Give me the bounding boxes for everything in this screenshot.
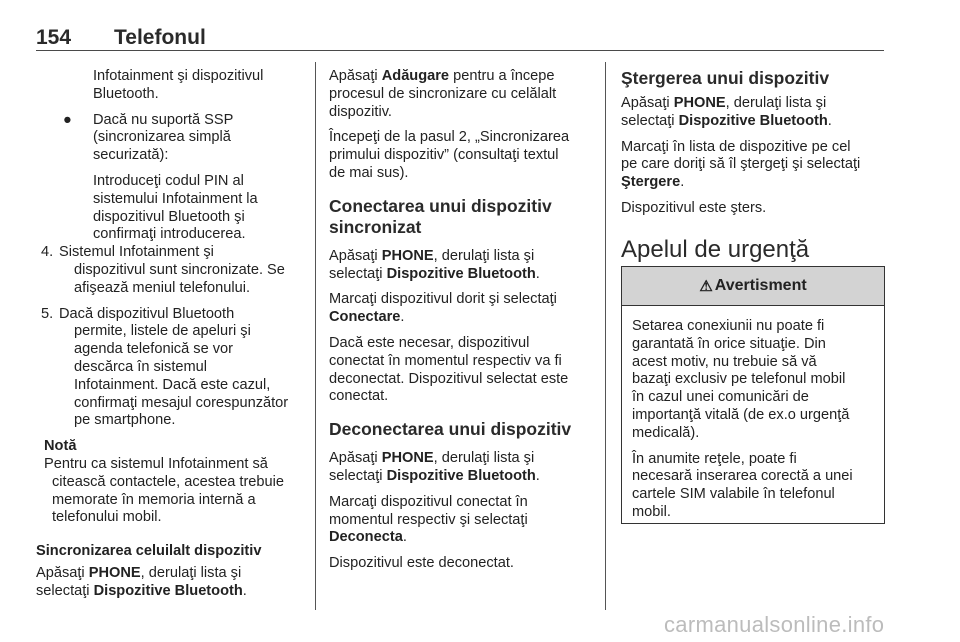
text-line: Începeţi de la pasul 2, „Sincronizarea xyxy=(329,129,570,146)
text-line: primului dispozitiv” (consultaţi textul xyxy=(329,147,559,164)
text-line xyxy=(329,68,599,86)
add-keyword: Adăugare xyxy=(381,68,450,84)
text-line: în cazul unei comunicări de xyxy=(632,389,809,406)
text-line: conectat. xyxy=(329,388,389,405)
text-line: Dispozitivul este şters. xyxy=(621,199,767,216)
text-line: necesară inserarea corectă a unei xyxy=(632,468,853,485)
text-line: Dacă este necesar, dispozitivul xyxy=(329,334,530,351)
text-line xyxy=(329,266,599,284)
text-span: , derulaţi lista şi xyxy=(140,564,242,581)
header-rule xyxy=(36,50,884,51)
step-5 xyxy=(36,306,306,431)
column-3 xyxy=(621,68,889,264)
text-line: dispozitiv. xyxy=(329,103,392,120)
warning-body xyxy=(622,306,884,522)
text-span: , derulaţi lista şi xyxy=(433,247,535,264)
text-span: , derulaţi lista şi xyxy=(725,95,827,111)
text-line: Infotainment şi dispozitivul xyxy=(93,68,264,84)
text-line: Pentru ca sistemul Infotainment să xyxy=(44,455,268,472)
delete-keyword: Ştergere xyxy=(621,174,681,191)
text-line: dispozitivul Bluetooth şi xyxy=(93,208,245,225)
text-line: momentul respectiv şi selectaţi xyxy=(329,511,528,528)
phone-keyword: PHONE xyxy=(381,247,434,264)
page-title: Telefonul xyxy=(114,26,206,49)
column-divider-2 xyxy=(605,62,606,610)
text-line: sistemului Infotainment la xyxy=(93,190,258,207)
text-line: confirmaţi mesajul corespunzător xyxy=(74,394,289,411)
text-line: acest motiv, nu trebuie să vă xyxy=(632,353,817,370)
text-line xyxy=(329,309,599,327)
text-line: procesul de sincronizare cu celălalt xyxy=(329,85,557,102)
text-span: Apăsaţi xyxy=(329,450,382,467)
text-line xyxy=(621,95,889,113)
text-line: bazaţi exclusiv pe telefonul mobil xyxy=(632,371,846,388)
text-span: . xyxy=(400,309,405,326)
text-line: securizată): xyxy=(93,147,169,164)
text-line: deconectat. Dispozitivul selectat este xyxy=(329,370,569,387)
step-3-continuation xyxy=(36,68,306,104)
text-line: descărca în sistemul xyxy=(74,358,208,375)
text-span: selectaţi xyxy=(329,265,387,282)
text-line: dispozitivul sunt sincronizate. Se xyxy=(74,261,285,278)
text-line xyxy=(329,529,599,547)
subheading-sync-other: Sincronizarea celuilalt dispozitiv xyxy=(36,543,262,560)
text-line: pe smartphone. xyxy=(74,412,176,429)
text-line: Dispozitivul este deconectat. xyxy=(329,555,514,572)
watermark: carmanualsonline.info xyxy=(664,612,885,637)
step-number: 5. xyxy=(41,305,54,322)
warning-box xyxy=(621,266,885,524)
bluetooth-devices-keyword: Dispozitive Bluetooth xyxy=(678,112,828,129)
text-span: . xyxy=(535,265,540,282)
phone-keyword: PHONE xyxy=(381,450,434,467)
page-header xyxy=(36,26,206,50)
column-divider-1 xyxy=(315,62,316,610)
text-line: medicală). xyxy=(632,424,700,441)
text-line: Marcaţi dispozitivul dorit şi selectaţi xyxy=(329,291,557,308)
page-number: 154 xyxy=(36,26,72,49)
bluetooth-devices-keyword: Dispozitive Bluetooth xyxy=(93,582,243,599)
step-number: 4. xyxy=(41,244,54,261)
text-line: mobil. xyxy=(632,503,671,520)
text-line xyxy=(621,113,889,131)
text-line: importanţă vitală (de ex.o urgenţă xyxy=(632,406,850,423)
warning-header xyxy=(622,267,884,306)
text-line: memorate în memoria internă a xyxy=(52,491,256,508)
warning-triangle-icon: ⚠ xyxy=(699,278,713,295)
text-span: selectaţi xyxy=(36,582,94,599)
text-line: Sistemul Infotainment şi xyxy=(59,244,214,261)
text-line xyxy=(329,450,599,468)
text-span: , derulaţi lista şi xyxy=(433,450,535,467)
text-span: . xyxy=(827,112,832,129)
heading-connect: Conectarea unui dispozitiv xyxy=(329,195,552,216)
bluetooth-devices-keyword: Dispozitive Bluetooth xyxy=(386,467,536,484)
text-line: (sincronizarea simplă xyxy=(93,129,231,146)
text-span: Apăsaţi xyxy=(621,95,674,111)
text-span: Apăsaţi xyxy=(329,68,382,84)
bullet-icon: ● xyxy=(63,111,72,128)
text-line: Infotainment. Dacă este cazul, xyxy=(74,376,271,393)
heading-delete: Ştergerea unui dispozitiv xyxy=(621,68,830,88)
text-span: . xyxy=(535,467,540,484)
phone-keyword: PHONE xyxy=(673,95,726,111)
text-line: Bluetooth. xyxy=(93,85,159,102)
text-line: afişează meniul telefonului. xyxy=(74,279,251,296)
text-span: Apăsaţi xyxy=(329,247,382,264)
text-span: . xyxy=(680,174,685,191)
text-line: Setarea conexiunii nu poate fi xyxy=(632,318,825,334)
column-2 xyxy=(329,68,599,573)
text-line: Dacă dispozitivul Bluetooth xyxy=(59,305,235,322)
text-span: Apăsaţi xyxy=(36,564,89,581)
warning-title: Avertisment xyxy=(714,277,807,294)
text-line: conectat în momentul respectiv va fi xyxy=(329,352,562,369)
text-line: Marcaţi dispozitivul conectat în xyxy=(329,493,528,510)
text-line xyxy=(329,468,599,486)
text-span: selectaţi xyxy=(329,467,387,484)
text-line: telefonului mobil. xyxy=(52,509,162,526)
bullet-subparagraph xyxy=(93,173,306,244)
text-line: Introduceţi codul PIN al xyxy=(93,172,244,189)
bluetooth-devices-keyword: Dispozitive Bluetooth xyxy=(386,265,536,282)
text-line: citească contactele, acestea trebuie xyxy=(52,473,285,490)
phone-keyword: PHONE xyxy=(88,564,141,581)
text-span: selectaţi xyxy=(621,112,679,129)
text-span: . xyxy=(402,529,407,546)
bullet-item-ssp xyxy=(36,112,306,245)
text-line xyxy=(621,174,889,192)
text-line xyxy=(36,583,306,601)
text-line: cartele SIM valabile în telefonul xyxy=(632,486,835,503)
step-4 xyxy=(36,244,306,297)
text-line: garantată în orice situaţie. Din xyxy=(632,335,826,352)
heading-connect-line2: sincronizat xyxy=(329,216,422,237)
text-line xyxy=(36,565,306,583)
text-line: de mai sus). xyxy=(329,164,409,181)
text-line: permite, listele de apeluri şi xyxy=(74,323,251,340)
note-box xyxy=(36,438,306,527)
text-line: pe care doriţi să îl ştergeţi şi selectaţi xyxy=(621,156,861,173)
text-line: agenda telefonică se vor xyxy=(74,341,234,358)
heading-disconnect: Deconectarea unui dispozitiv xyxy=(329,419,572,440)
disconnect-keyword: Deconecta xyxy=(329,529,403,546)
text-line xyxy=(329,248,599,266)
text-span: pentru a începe xyxy=(449,68,555,84)
text-span: . xyxy=(242,582,247,599)
column-1 xyxy=(36,68,306,601)
connect-keyword: Conectare xyxy=(329,309,401,326)
text-line: În anumite reţele, poate fi xyxy=(632,450,797,467)
text-line: Dacă nu suportă SSP xyxy=(93,111,234,128)
text-line: Marcaţi în lista de dispozitive pe cel xyxy=(621,138,851,155)
note-title: Notă xyxy=(44,438,77,455)
heading-emergency: Apelul de urgenţă xyxy=(621,235,810,263)
text-line: confirmaţi introducerea. xyxy=(93,226,246,243)
